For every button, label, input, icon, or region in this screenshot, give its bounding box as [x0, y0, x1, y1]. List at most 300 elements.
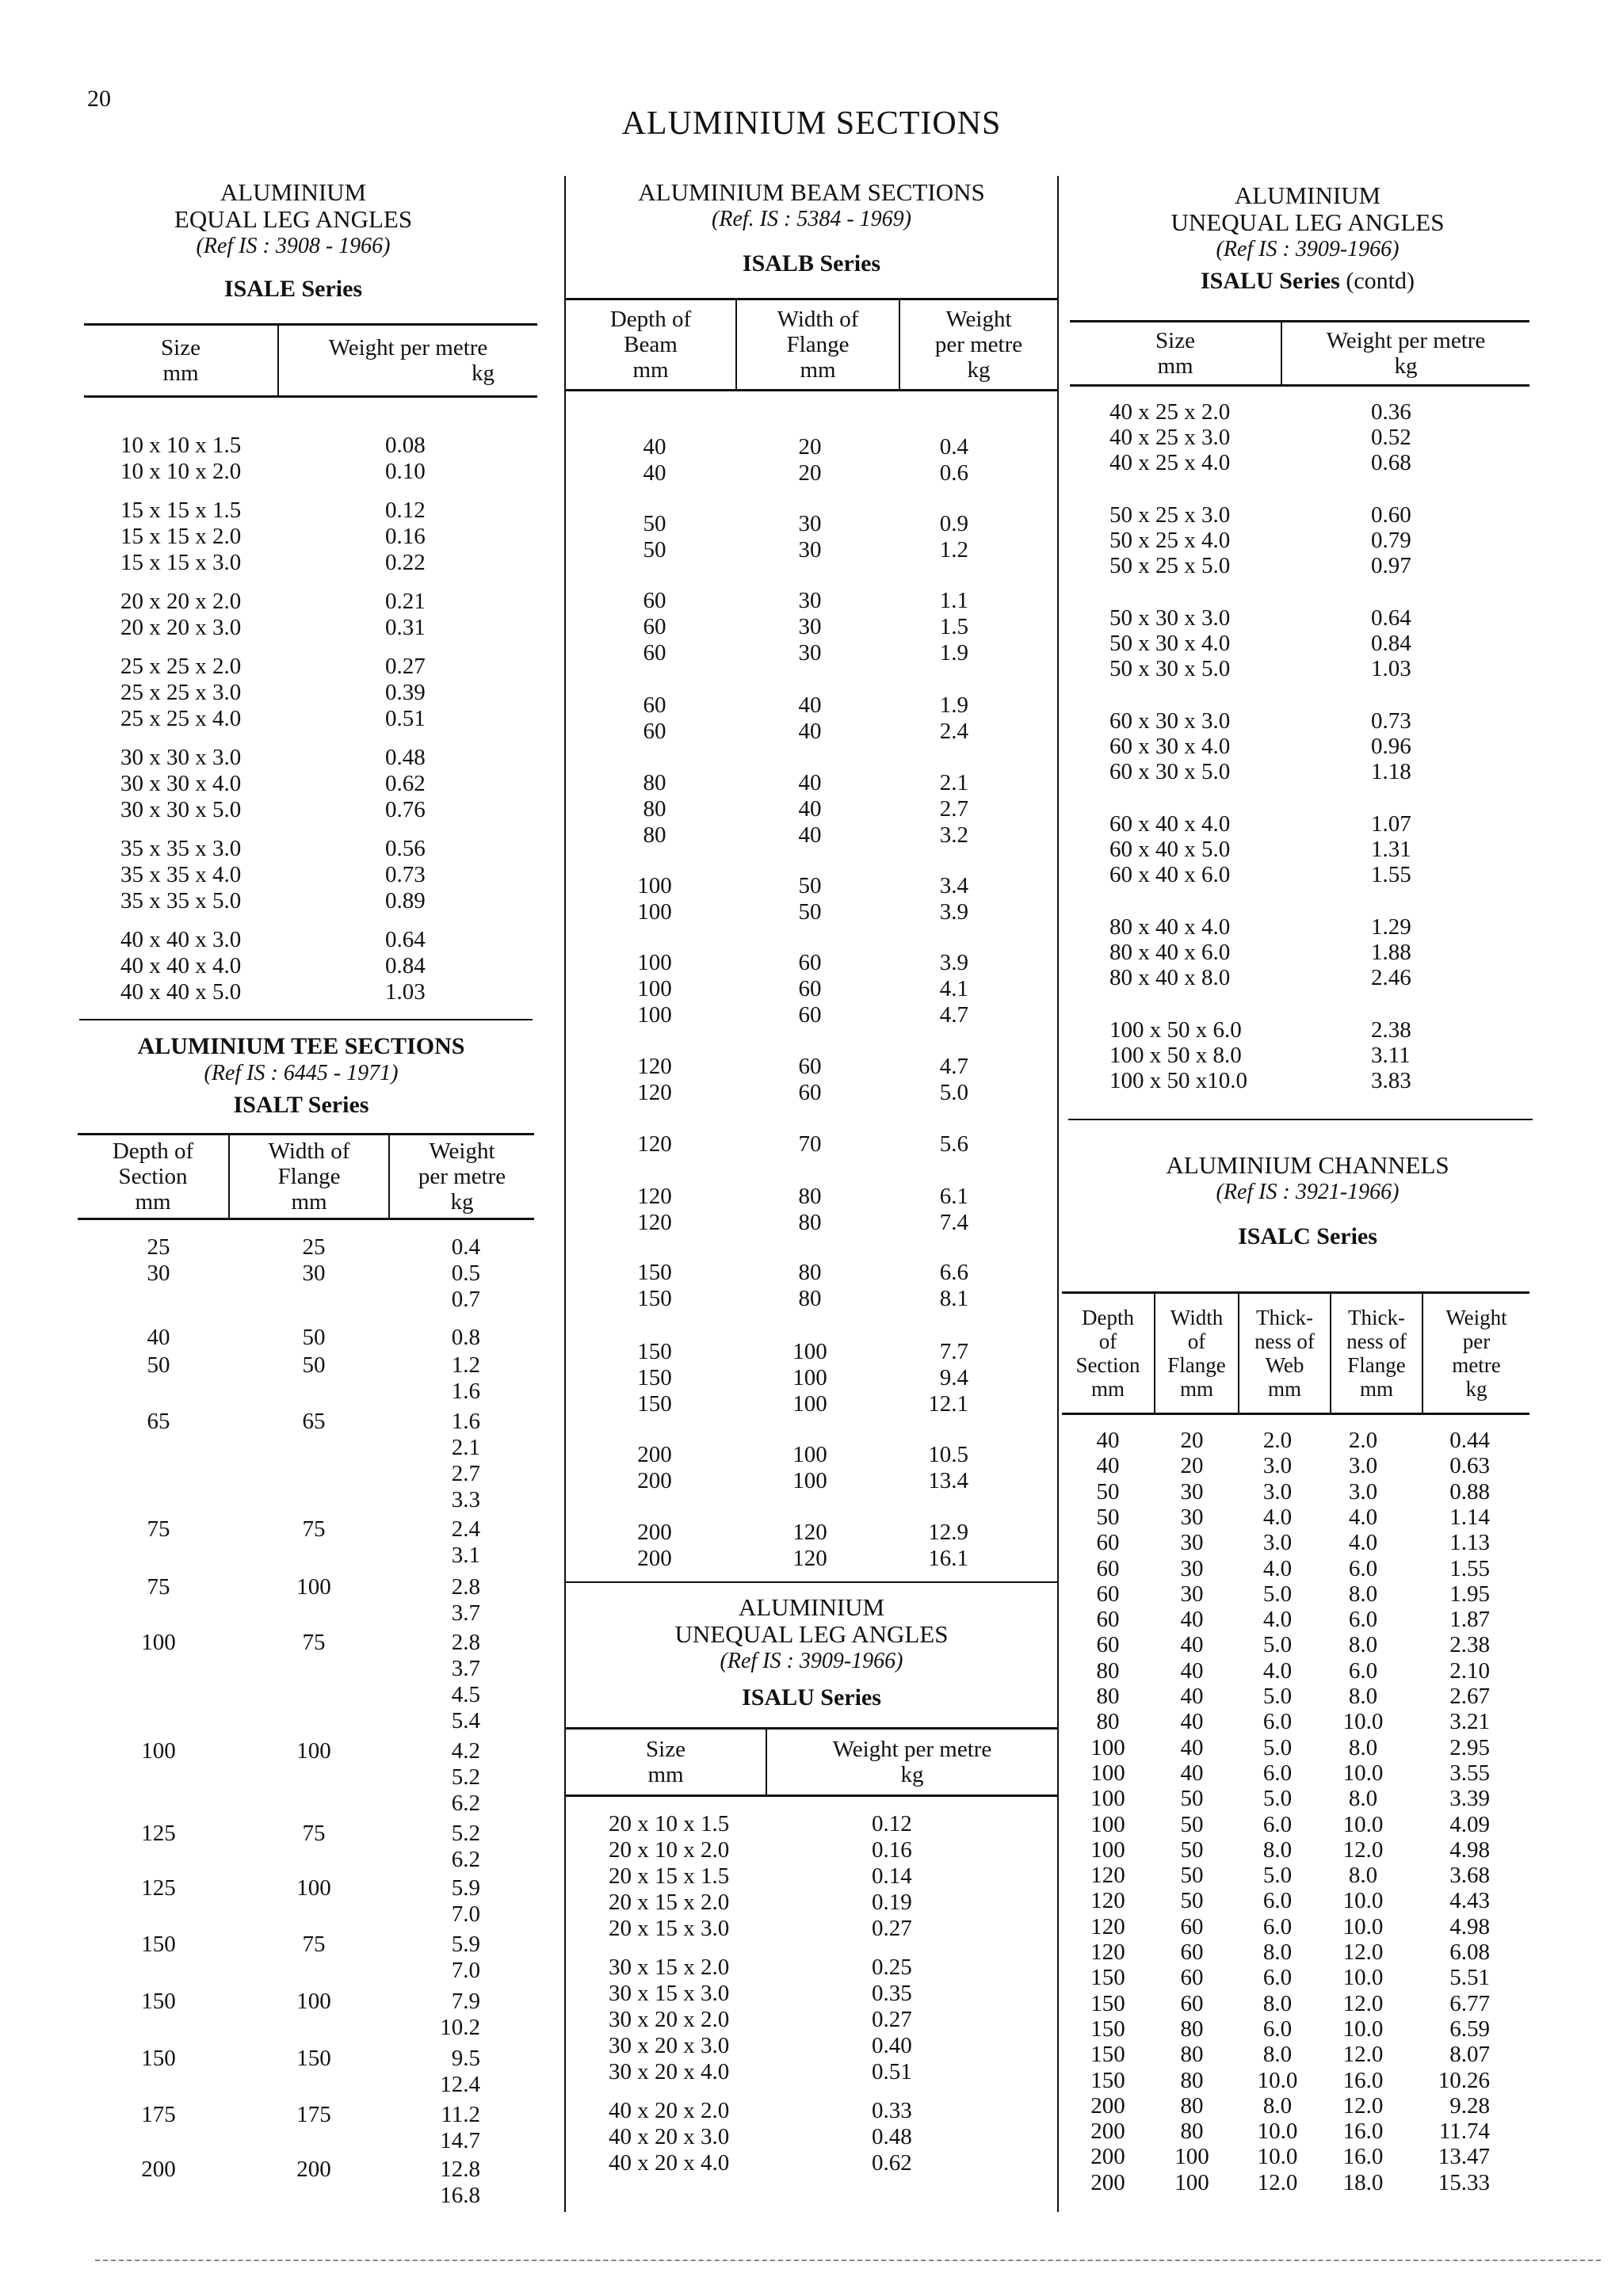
- table-cell: 100: [1174, 2169, 1209, 2195]
- channels-col-web: [1239, 1293, 1331, 1414]
- table-cell: 3.55: [1449, 1760, 1490, 1786]
- beam-col-depth-l3: mm: [632, 357, 669, 383]
- table-cell: 0.64: [1371, 605, 1411, 631]
- table-cell: 5.0: [939, 1080, 968, 1105]
- table-cell: 30: [1180, 1504, 1204, 1530]
- table-cell: 5.4: [451, 1708, 480, 1733]
- table-cell: 50: [1180, 1863, 1204, 1889]
- beam-col-width: [736, 299, 899, 391]
- table-cell: 30: [1180, 1581, 1204, 1607]
- ch-c1-l3: Section: [1075, 1353, 1140, 1377]
- table-cell: 18.0: [1342, 2169, 1384, 2195]
- table-cell: 60: [643, 640, 666, 666]
- table-cell: 10.0: [1342, 1709, 1384, 1735]
- table-cell: 75: [147, 1574, 170, 1600]
- table-cell: 2.8: [451, 1630, 480, 1655]
- table-cell: 0.64: [385, 927, 426, 952]
- table-cell: 6.59: [1449, 2016, 1490, 2042]
- table-cell: 200: [637, 1442, 672, 1467]
- ch-c1-l1: Depth: [1082, 1306, 1134, 1329]
- table-cell: 4.0: [1348, 1530, 1378, 1556]
- table-cell: 2.7: [451, 1461, 480, 1486]
- unequal-mid-col-weight: [766, 1729, 1057, 1796]
- table-cell: 50 x 25 x 3.0: [1109, 502, 1231, 528]
- table-cell: 2.38: [1449, 1632, 1490, 1658]
- table-cell: 40: [1180, 1709, 1204, 1735]
- table-cell: 65: [147, 1409, 170, 1434]
- table-cell: 1.14: [1449, 1504, 1490, 1530]
- table-cell: 60: [798, 950, 822, 975]
- table-cell: 100: [792, 1365, 827, 1390]
- table-cell: 12.9: [928, 1520, 968, 1545]
- table-cell: 12.0: [1342, 1990, 1384, 2016]
- table-cell: 50: [1096, 1478, 1120, 1505]
- table-cell: 120: [792, 1520, 827, 1545]
- column-divider-right: [1057, 176, 1059, 2212]
- table-cell: 8.0: [1262, 1939, 1293, 1965]
- ch-c2-l4: mm: [1179, 1377, 1213, 1401]
- table-cell: 3.0: [1348, 1453, 1378, 1479]
- channels-col-depth: [1062, 1293, 1155, 1414]
- tee-ref: (Ref IS : 6445 - 1971): [204, 1061, 399, 1085]
- table-cell: 60: [643, 614, 666, 639]
- table-cell: 200: [1090, 2092, 1125, 2119]
- table-cell: 0.12: [872, 1811, 912, 1836]
- table-cell: 80: [1096, 1709, 1120, 1735]
- table-cell: 1.95: [1449, 1581, 1490, 1607]
- table-cell: 60: [1096, 1555, 1120, 1581]
- table-cell: 8.0: [1262, 2092, 1293, 2119]
- table-cell: 40: [1180, 1632, 1204, 1658]
- tee-col-depth-l3: mm: [135, 1189, 171, 1215]
- table-cell: 40: [798, 822, 822, 848]
- beam-col-depth: [566, 299, 736, 391]
- table-cell: 120: [1090, 1863, 1125, 1889]
- table-cell: 40: [1096, 1428, 1120, 1453]
- table-cell: 150: [1090, 2067, 1125, 2093]
- table-cell: 5.6: [939, 1131, 968, 1157]
- unequal-right-col-weight: [1281, 322, 1529, 386]
- table-cell: 0.35: [872, 1981, 912, 2006]
- table-cell: 75: [302, 1516, 326, 1542]
- table-cell: 10.0: [1257, 2144, 1298, 2170]
- table-cell: 150: [141, 1932, 176, 1957]
- beam-col-weight-l2: per metre: [934, 332, 1023, 357]
- table-cell: 6.0: [1348, 1607, 1378, 1633]
- table-cell: 20: [798, 434, 822, 460]
- table-cell: 10.2: [440, 2015, 480, 2040]
- table-cell: 4.7: [939, 1054, 968, 1079]
- table-cell: 6.0: [1348, 1555, 1378, 1581]
- table-cell: 100 x 50 x10.0: [1109, 1068, 1247, 1093]
- beam-col-width-l1: Width of: [777, 307, 859, 332]
- table-cell: 5.0: [1262, 1786, 1293, 1812]
- equal-angles-col-size: [84, 325, 278, 397]
- table-cell: 50: [798, 873, 822, 898]
- table-cell: 80: [798, 1260, 822, 1285]
- table-cell: 10.0: [1342, 2016, 1384, 2042]
- table-cell: 1.1: [939, 588, 968, 613]
- table-cell: 80 x 40 x 8.0: [1109, 965, 1231, 990]
- table-cell: 30 x 30 x 3.0: [120, 745, 242, 770]
- table-cell: 3.0: [1262, 1453, 1293, 1479]
- table-cell: 20 x 10 x 2.0: [609, 1837, 730, 1863]
- table-cell: 40: [1180, 1657, 1204, 1684]
- table-cell: 1.2: [451, 1352, 480, 1378]
- table-cell: 50: [643, 537, 666, 563]
- table-cell: 1.03: [385, 979, 426, 1005]
- table-cell: 0.19: [872, 1890, 912, 1915]
- table-cell: 80 x 40 x 6.0: [1109, 940, 1231, 965]
- table-cell: 8.1: [939, 1286, 968, 1311]
- table-cell: 6.08: [1449, 1939, 1490, 1965]
- ch-c2-l2: of: [1187, 1329, 1206, 1353]
- table-cell: 1.5: [939, 614, 968, 639]
- table-cell: 100: [637, 899, 672, 925]
- table-cell: 50: [302, 1325, 326, 1350]
- ch-c5-l1: Weight: [1445, 1306, 1507, 1329]
- table-cell: 150: [637, 1286, 672, 1311]
- table-cell: 40: [798, 692, 822, 718]
- table-cell: 0.21: [385, 589, 426, 614]
- table-cell: 12.8: [440, 2157, 480, 2182]
- table-cell: 60: [643, 719, 666, 744]
- tee-header: [78, 1133, 534, 1220]
- table-cell: 6.6: [939, 1260, 968, 1285]
- table-cell: 0.73: [385, 862, 426, 887]
- unequal-right-heading-1: ALUMINIUM: [1234, 181, 1381, 209]
- table-cell: 35 x 35 x 3.0: [120, 836, 242, 861]
- tee-col-width-l2: Flange: [277, 1164, 341, 1189]
- unequal-mid-col-weight-label: Weight per metre: [832, 1737, 992, 1762]
- table-cell: 3.7: [451, 1656, 480, 1681]
- table-cell: 9.5: [451, 2046, 480, 2071]
- table-cell: 0.33: [872, 2098, 912, 2123]
- table-cell: 4.98: [1449, 1913, 1490, 1939]
- table-cell: 0.51: [385, 706, 426, 731]
- table-cell: 200: [1090, 2144, 1125, 2170]
- table-cell: 60 x 40 x 4.0: [1109, 811, 1231, 837]
- table-cell: 2.67: [1449, 1684, 1490, 1709]
- table-cell: 0.14: [872, 1863, 912, 1889]
- table-cell: 25: [147, 1234, 170, 1260]
- table-cell: 60 x 40 x 5.0: [1109, 837, 1231, 862]
- table-cell: 6.1: [939, 1184, 968, 1209]
- table-cell: 0.25: [872, 1955, 912, 1980]
- equal-angles-heading-2: EQUAL LEG ANGLES: [174, 205, 413, 233]
- ch-c1-l2: of: [1098, 1329, 1117, 1353]
- table-cell: 0.10: [385, 459, 426, 484]
- table-cell: 50: [1180, 1888, 1204, 1914]
- table-cell: 100: [296, 1574, 331, 1600]
- table-cell: 1.9: [939, 692, 968, 718]
- table-cell: 100: [296, 1989, 331, 2014]
- table-cell: 0.84: [1371, 631, 1411, 656]
- table-cell: 2.0: [1348, 1428, 1378, 1453]
- table-cell: 0.97: [1371, 553, 1411, 578]
- table-cell: 4.43: [1449, 1888, 1490, 1914]
- table-cell: 0.16: [385, 524, 426, 549]
- unequal-mid-heading: [567, 1594, 1056, 1711]
- table-cell: 3.7: [451, 1600, 480, 1626]
- equal-angles-heading-1: ALUMINIUM: [220, 178, 367, 206]
- table-cell: 150: [141, 2046, 176, 2071]
- table-cell: 30: [1180, 1478, 1204, 1505]
- table-cell: 200: [296, 2157, 331, 2182]
- equal-angles-heading: [79, 179, 507, 303]
- table-cell: 1.6: [451, 1409, 480, 1434]
- table-cell: 2.10: [1449, 1657, 1490, 1684]
- table-cell: 60 x 40 x 6.0: [1109, 862, 1231, 887]
- tee-col-depth-l2: Section: [118, 1164, 188, 1189]
- table-cell: 2.8: [451, 1574, 480, 1600]
- table-cell: 0.51: [872, 2059, 912, 2084]
- table-cell: 200: [1090, 2119, 1125, 2145]
- table-cell: 150: [637, 1260, 672, 1285]
- table-cell: 1.87: [1449, 1607, 1490, 1633]
- table-cell: 30: [798, 640, 822, 666]
- equal-angles-header: [84, 323, 537, 398]
- table-cell: 80: [798, 1286, 822, 1311]
- table-cell: 0.12: [385, 498, 426, 523]
- table-cell: 3.0: [1348, 1478, 1378, 1505]
- table-cell: 10.0: [1257, 2119, 1298, 2145]
- table-cell: 120: [792, 1546, 827, 1571]
- unequal-mid-col-size-label: Size: [646, 1737, 685, 1762]
- table-cell: 120: [637, 1054, 672, 1079]
- table-cell: 0.44: [1449, 1428, 1490, 1453]
- table-cell: 0.27: [385, 654, 426, 679]
- table-cell: 30: [1180, 1555, 1204, 1581]
- beam-header: [566, 298, 1057, 391]
- ch-c3-l1: Thick-: [1256, 1306, 1313, 1329]
- table-cell: 6.2: [451, 1791, 480, 1816]
- table-cell: 50: [643, 511, 666, 536]
- page-number: 20: [87, 86, 111, 112]
- table-cell: 10.0: [1342, 1811, 1384, 1837]
- table-cell: 10 x 10 x 1.5: [120, 433, 242, 458]
- table-cell: 0.27: [872, 1916, 912, 1941]
- table-cell: 16.0: [1342, 2144, 1384, 2170]
- table-cell: 6.0: [1262, 1709, 1293, 1735]
- table-cell: 120: [1090, 1913, 1125, 1939]
- table-cell: 15.33: [1438, 2169, 1490, 2195]
- tee-col-weight: [389, 1135, 534, 1219]
- ch-c1-l4: mm: [1090, 1377, 1125, 1401]
- table-cell: 0.89: [385, 888, 426, 913]
- table-cell: 0.56: [385, 836, 426, 861]
- unequal-right-col-weight-label: Weight per metre: [1326, 328, 1486, 353]
- table-cell: 30: [147, 1261, 170, 1286]
- table-cell: 40: [798, 796, 822, 822]
- table-cell: 100: [1090, 1786, 1125, 1812]
- table-cell: 15 x 15 x 1.5: [120, 498, 242, 523]
- table-cell: 100: [141, 1630, 176, 1655]
- tee-col-weight-l2: per metre: [418, 1164, 506, 1189]
- page-title: ALUMINIUM SECTIONS: [621, 105, 1002, 142]
- table-cell: 3.3: [451, 1487, 480, 1512]
- table-cell: 20 x 15 x 2.0: [609, 1890, 730, 1915]
- unequal-mid-series: ISALU Series: [742, 1684, 881, 1711]
- table-cell: 25 x 25 x 2.0: [120, 654, 242, 679]
- table-cell: 30: [798, 537, 822, 563]
- table-cell: 30: [302, 1261, 326, 1286]
- table-cell: 4.98: [1449, 1836, 1490, 1863]
- beam-col-weight-l1: Weight: [945, 307, 1012, 332]
- channels-col-weight: [1423, 1293, 1529, 1414]
- tee-col-width-l3: mm: [291, 1189, 327, 1215]
- equal-angles-bottom-rule: [79, 1019, 533, 1020]
- table-cell: 50: [1096, 1504, 1120, 1530]
- table-cell: 16.0: [1342, 2067, 1384, 2093]
- table-cell: 10.0: [1342, 1965, 1384, 1991]
- table-cell: 2.95: [1449, 1734, 1490, 1760]
- table-cell: 40: [1180, 1760, 1204, 1786]
- beam-col-weight-l3: kg: [967, 357, 991, 383]
- table-cell: 8.0: [1348, 1734, 1378, 1760]
- table-cell: 70: [798, 1131, 822, 1157]
- tee-col-weight-l3: kg: [450, 1189, 474, 1215]
- beam-bottom-rule: [566, 1581, 1057, 1583]
- ch-c5-l2: per: [1462, 1329, 1491, 1353]
- table-cell: 0.76: [385, 797, 426, 822]
- table-cell: 75: [302, 1932, 326, 1957]
- table-cell: 50 x 25 x 4.0: [1109, 528, 1231, 553]
- table-cell: 7.7: [939, 1339, 968, 1364]
- table-cell: 80: [1180, 2067, 1204, 2093]
- table-cell: 30 x 15 x 2.0: [609, 1955, 730, 1980]
- table-cell: 1.88: [1371, 940, 1411, 965]
- table-cell: 0.63: [1449, 1453, 1490, 1479]
- table-cell: 1.29: [1371, 914, 1411, 940]
- table-cell: 9.28: [1449, 2092, 1490, 2119]
- table-cell: 5.2: [451, 1764, 480, 1790]
- table-cell: 1.55: [1449, 1555, 1490, 1581]
- table-cell: 13.4: [928, 1468, 968, 1493]
- table-cell: 0.27: [872, 2007, 912, 2032]
- table-cell: 12.4: [440, 2072, 480, 2097]
- table-cell: 100: [792, 1339, 827, 1364]
- table-cell: 14.7: [440, 2128, 480, 2153]
- table-cell: 4.1: [939, 976, 968, 1001]
- table-cell: 7.4: [939, 1210, 968, 1235]
- table-cell: 8.0: [1348, 1863, 1378, 1889]
- table-cell: 100: [1090, 1836, 1125, 1863]
- unequal-right-ref: (Ref IS : 3909-1966): [1216, 237, 1400, 261]
- table-cell: 60: [643, 588, 666, 613]
- table-cell: 50 x 30 x 3.0: [1109, 605, 1231, 631]
- table-cell: 6.0: [1262, 1760, 1293, 1786]
- table-cell: 60 x 30 x 4.0: [1109, 734, 1231, 759]
- table-cell: 2.4: [451, 1516, 480, 1542]
- unequal-right-heading: [1062, 182, 1553, 295]
- bottom-edge-rule: [95, 2260, 1601, 2262]
- table-cell: 15 x 15 x 3.0: [120, 550, 242, 575]
- table-cell: 25 x 25 x 3.0: [120, 680, 242, 705]
- col-size-label: Size: [161, 335, 200, 360]
- table-cell: 30 x 30 x 5.0: [120, 797, 242, 822]
- table-cell: 8.0: [1348, 1632, 1378, 1658]
- table-cell: 6.0: [1262, 1965, 1293, 1991]
- table-cell: 40 x 25 x 3.0: [1109, 425, 1231, 450]
- unequal-mid-heading-2: UNEQUAL LEG ANGLES: [674, 1620, 949, 1648]
- table-cell: 60: [1096, 1632, 1120, 1658]
- table-cell: 5.51: [1449, 1965, 1490, 1991]
- table-cell: 20 x 20 x 2.0: [120, 589, 242, 614]
- table-cell: 30 x 15 x 3.0: [609, 1981, 730, 2006]
- table-cell: 12.0: [1342, 2092, 1384, 2119]
- table-cell: 100: [637, 950, 672, 975]
- table-cell: 16.0: [1342, 2119, 1384, 2145]
- beam-heading-title: ALUMINIUM BEAM SECTIONS: [638, 178, 985, 206]
- ch-c4-l4: mm: [1359, 1377, 1393, 1401]
- table-cell: 6.0: [1262, 1913, 1293, 1939]
- ch-c3-l4: mm: [1267, 1377, 1301, 1401]
- table-cell: 4.0: [1262, 1607, 1293, 1633]
- table-cell: 1.55: [1371, 862, 1411, 887]
- table-cell: 5.9: [451, 1932, 480, 1957]
- table-cell: 40 x 25 x 4.0: [1109, 450, 1231, 475]
- table-cell: 0.08: [385, 433, 426, 458]
- table-cell: 40 x 20 x 3.0: [609, 2124, 730, 2149]
- tee-col-depth: [78, 1135, 229, 1219]
- table-cell: 0.96: [1371, 734, 1411, 759]
- table-cell: 50: [1180, 1836, 1204, 1863]
- table-cell: 1.18: [1371, 759, 1411, 784]
- table-cell: 20 x 10 x 1.5: [609, 1811, 730, 1836]
- table-cell: 0.8: [451, 1325, 480, 1350]
- table-cell: 0.7: [451, 1287, 480, 1312]
- beam-col-width-l2: Flange: [786, 332, 850, 357]
- unequal-right-col-size: [1070, 322, 1281, 386]
- table-cell: 80: [643, 796, 666, 822]
- table-cell: 30: [1180, 1530, 1204, 1556]
- table-cell: 100: [1174, 2144, 1209, 2170]
- ch-c5-l3: metre: [1452, 1353, 1501, 1377]
- channels-heading-title: ALUMINIUM CHANNELS: [1166, 1151, 1449, 1179]
- table-cell: 35 x 35 x 4.0: [120, 862, 242, 887]
- tee-col-width: [229, 1135, 389, 1219]
- table-cell: 60: [1180, 1965, 1204, 1991]
- table-cell: 10.26: [1438, 2067, 1490, 2093]
- channels-ref: (Ref IS : 3921-1966): [1216, 1180, 1400, 1204]
- table-cell: 100: [1090, 1760, 1125, 1786]
- table-cell: 100: [792, 1442, 827, 1467]
- unequal-right-col-size-label: Size: [1155, 328, 1195, 353]
- table-cell: 4.09: [1449, 1811, 1490, 1837]
- unequal-mid-heading-1: ALUMINIUM: [738, 1593, 885, 1621]
- channels-col-flange: [1331, 1293, 1423, 1414]
- beam-col-depth-l2: Beam: [624, 332, 678, 357]
- table-cell: 150: [1090, 1990, 1125, 2016]
- table-cell: 50: [302, 1352, 326, 1378]
- table-cell: 120: [637, 1210, 672, 1235]
- table-cell: 125: [141, 1875, 176, 1901]
- table-cell: 60: [1096, 1581, 1120, 1607]
- table-cell: 80: [798, 1210, 822, 1235]
- table-cell: 8.0: [1262, 2042, 1293, 2068]
- table-cell: 10.0: [1342, 1913, 1384, 1939]
- table-cell: 0.40: [872, 2033, 912, 2058]
- table-cell: 2.7: [939, 796, 968, 822]
- table-cell: 6.0: [1262, 1811, 1293, 1837]
- table-cell: 80: [643, 770, 666, 795]
- table-cell: 200: [1090, 2169, 1125, 2195]
- table-cell: 4.0: [1262, 1504, 1293, 1530]
- beam-heading: [567, 179, 1056, 277]
- table-cell: 175: [296, 2102, 331, 2127]
- table-cell: 40 x 40 x 4.0: [120, 953, 242, 978]
